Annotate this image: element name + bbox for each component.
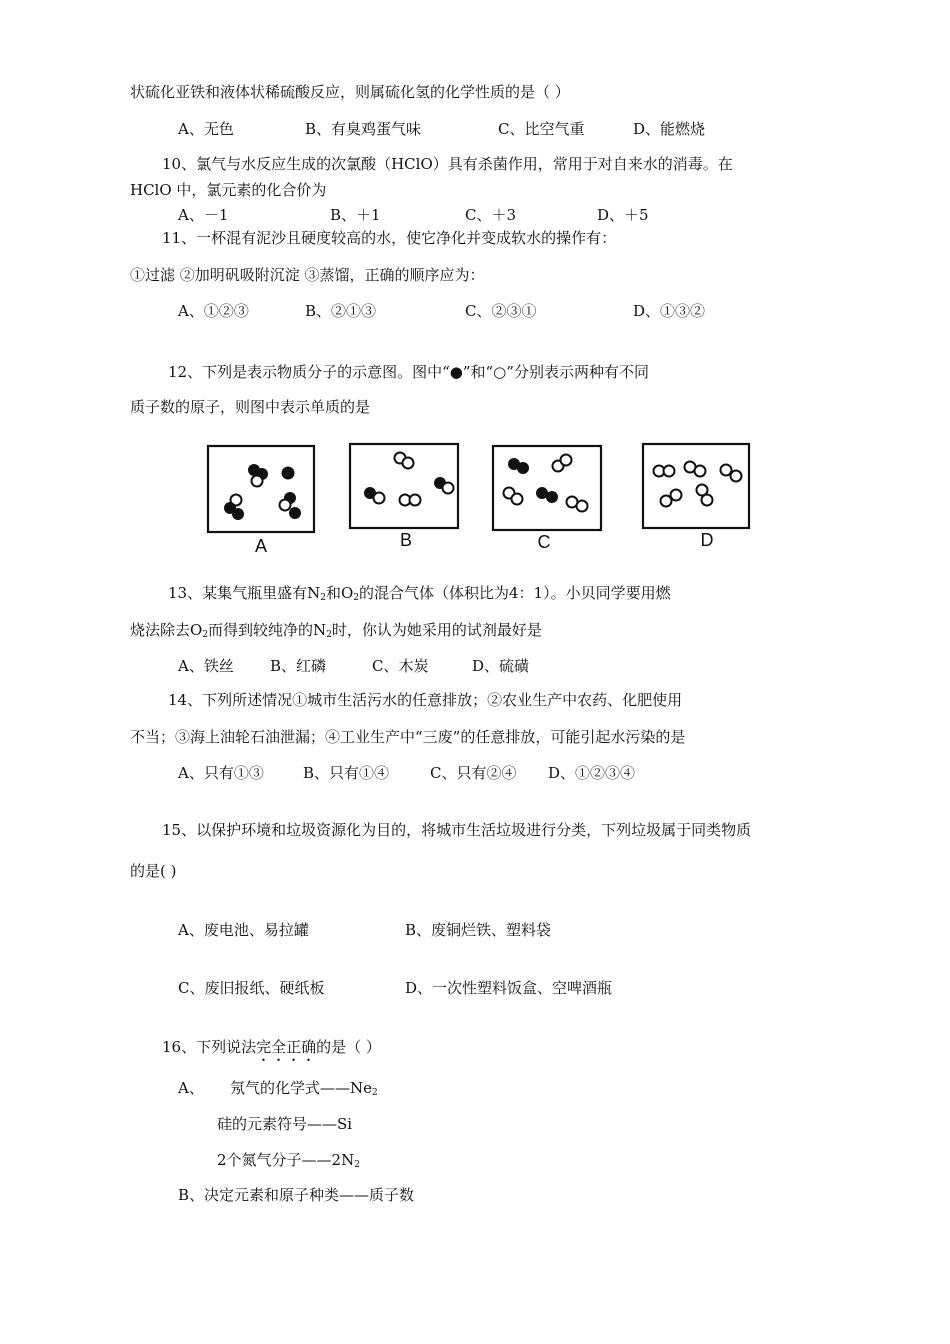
q15-option-a: A、废电池、易拉罐 xyxy=(178,921,309,939)
box-label-b: B xyxy=(399,530,413,550)
q14-option-a: A、只有①③ xyxy=(178,764,264,782)
subscript: 2 xyxy=(320,593,326,603)
q13-text-2: 和O xyxy=(325,584,354,602)
q10-stem-line1: 10、氯气与水反应生成的次氯酸（HClO）具有杀菌作用，常用于对自来水的消毒。在 xyxy=(162,155,733,173)
q16-stem-prefix: 16、下列说法 xyxy=(162,1038,257,1056)
q16-stem xyxy=(162,1037,381,1065)
q9-stem: 状硫化亚铁和液体状稀硫酸反应，则属硫化氢的化学性质的是（ ） xyxy=(130,83,570,101)
q10-option-d: D、＋5 xyxy=(597,206,649,224)
molecule-box-d xyxy=(643,444,749,528)
q9-option-d: D、能燃烧 xyxy=(633,120,706,138)
q15-stem-line1: 15、以保护环境和垃圾资源化为目的，将城市生活垃圾进行分类，下列垃圾属于同类物质 xyxy=(162,821,752,839)
q15-option-c: C、废旧报纸、硬纸板 xyxy=(178,979,325,997)
q16-emphasis: 完全正确 xyxy=(256,1038,317,1056)
q11-option-a: A、①②③ xyxy=(178,302,249,320)
q11-stem-line2: ①过滤 ②加明矾吸附沉淀 ③蒸馏，正确的顺序应为： xyxy=(130,266,485,284)
q11-stem-line1: 11、一杯混有泥沙且硬度较高的水，使它净化并变成软水的操作有： xyxy=(162,229,617,247)
q10-option-a: A、－1 xyxy=(178,206,229,224)
subscript: 2 xyxy=(353,593,359,603)
q13-option-d: D、硫磺 xyxy=(472,657,530,675)
q14-option-b: B、只有①④ xyxy=(303,764,390,782)
q11-option-c: C、②③① xyxy=(465,302,537,320)
q16-option-a-item2: 硅的元素符号——Si xyxy=(217,1115,353,1133)
q13-text-1: 13、某集气瓶里盛有N xyxy=(168,584,321,602)
box-label-d: D xyxy=(700,530,714,550)
molecule-diagram xyxy=(200,438,760,558)
q13-text-5: 而得到较纯净的N xyxy=(208,621,327,639)
q12-stem-line2: 质子数的原子，则图中表示单质的是 xyxy=(130,398,371,416)
q16-a3-text: 2个氮气分子——2N xyxy=(217,1151,355,1169)
q16-stem-suffix: 的是（ ） xyxy=(316,1038,381,1056)
box-label-a: A xyxy=(254,536,268,556)
q13-option-a: A、铁丝 xyxy=(178,657,234,675)
q9-option-c: C、比空气重 xyxy=(498,120,585,138)
q13-stem-line2 xyxy=(130,620,542,645)
q11-option-b: B、②①③ xyxy=(305,302,377,320)
molecule-box-b xyxy=(350,444,458,528)
q9-option-a: A、无色 xyxy=(178,120,234,138)
q10-stem-line2: HClO 中，氯元素的化合价为 xyxy=(130,181,327,199)
q13-option-c: C、木炭 xyxy=(372,657,429,675)
q13-text-4: 烧法除去O xyxy=(130,621,203,639)
q13-text-3: 的混合气体（体积比为4：1）。小贝同学要用燃 xyxy=(359,584,671,602)
q14-option-d: D、①②③④ xyxy=(548,764,636,782)
molecule-box-a xyxy=(208,446,314,532)
subscript: 2 xyxy=(202,630,209,640)
q9-option-b: B、有臭鸡蛋气味 xyxy=(305,120,422,138)
q14-stem-line1: 14、下列所述情况①城市生活污水的任意排放；②农业生产中农药、化肥使用 xyxy=(168,691,683,709)
q16-option-b: B、决定元素和原子种类——质子数 xyxy=(178,1186,415,1204)
q10-option-c: C、＋3 xyxy=(465,206,517,224)
molecule-box-c xyxy=(493,446,601,530)
q15-stem-line2: 的是( ) xyxy=(130,862,177,880)
q14-stem-line2: 不当；③海上油轮石油泄漏；④工业生产中“三废”的任意排放，可能引起水污染的是 xyxy=(130,728,686,746)
q16-option-a-item1 xyxy=(230,1078,378,1103)
subscript: 2 xyxy=(372,1088,378,1098)
q11-option-d: D、①③② xyxy=(633,302,706,320)
q14-option-c: C、只有②④ xyxy=(430,764,517,782)
box-label-c: C xyxy=(537,532,551,552)
q12-stem-line1: 12、下列是表示物质分子的示意图。图中“●”和“○”分别表示两种有不同 xyxy=(168,363,649,381)
q16-a1-text: 氖气的化学式——Ne xyxy=(230,1079,373,1097)
q13-stem-line1 xyxy=(168,583,671,608)
subscript: 2 xyxy=(354,1160,360,1170)
q16-option-a-label: A、 xyxy=(178,1079,204,1097)
q16-option-a-item3 xyxy=(217,1150,360,1175)
subscript: 2 xyxy=(326,630,332,640)
q10-option-b: B、＋1 xyxy=(330,206,381,224)
q13-text-6: 时，你认为她采用的试剂最好是 xyxy=(331,621,542,639)
q13-option-b: B、红磷 xyxy=(270,657,327,675)
q15-option-d: D、一次性塑料饭盒、空啤酒瓶 xyxy=(405,979,613,997)
q15-option-b: B、废铜烂铁、塑料袋 xyxy=(405,921,552,939)
